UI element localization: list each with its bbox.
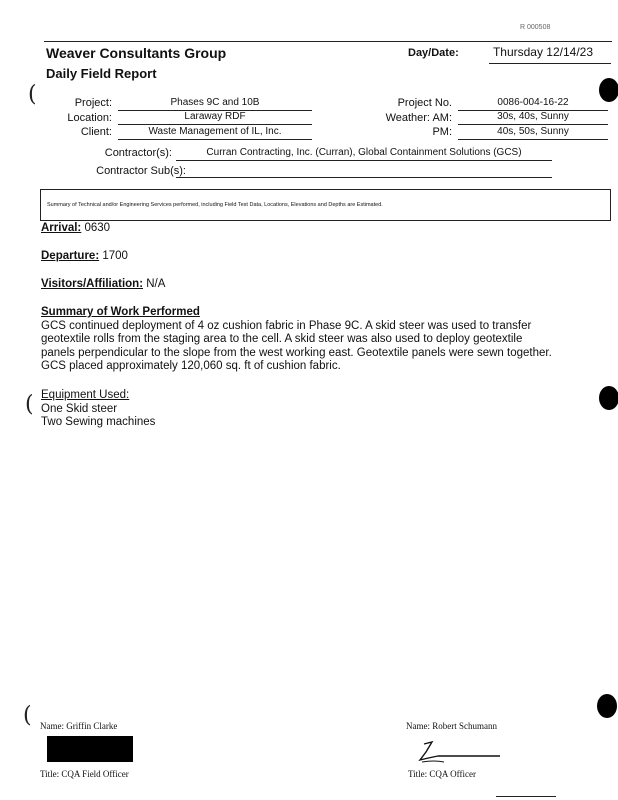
work-heading: Summary of Work Performed [41,306,200,318]
right-signer-title: Title: CQA Officer [408,769,477,779]
contractor-subs-underline [176,177,552,178]
weather-am-value: 30s, 40s, Sunny [497,111,569,122]
project-no-underline [458,110,608,111]
weather-pm-underline [458,139,608,140]
equipment-heading: Equipment Used: [41,389,130,401]
binder-mark: ( [28,82,37,107]
arrival-value: 0630 [84,222,111,234]
project-no-label: Project No. [397,97,452,109]
visitors-value: N/A [146,278,166,290]
client-underline [118,139,312,140]
project-no-value: 0086-004-16-22 [497,97,569,108]
company-name: Weaver Consultants Group [46,45,227,61]
signature-scribble [414,740,504,768]
date-underline [489,63,611,64]
visitors-line [41,278,165,292]
day-date-value: Thursday 12/14/23 [492,45,594,59]
summary-box [40,189,611,221]
contractor-subs-label: Contractor Sub(s): [96,165,186,177]
weather-am-label: Weather: AM: [385,112,452,124]
work-line: GCS continued deployment of 4 oz cushion fabric in Phase 9C. A skid steer was used to transfer [41,319,532,332]
punch-hole [599,386,618,410]
project-underline [118,110,312,111]
work-line: panels perpendicular to the slope from the west working east. Geotextile panels were sewn together. [41,346,552,359]
punch-hole [597,694,617,718]
client-value: Waste Management of IL, Inc. [148,126,282,137]
equipment-item: One Skid steer [41,402,118,415]
visitors-label: Visitors/Affiliation: [41,278,144,290]
location-value: Laraway RDF [184,111,246,122]
departure-line [41,250,128,264]
weather-pm-label: PM: [432,126,452,138]
contractors-value: Curran Contracting, Inc. (Curran), Global Containment Solutions (GCS) [206,147,522,158]
left-signer-title: Title: CQA Field Officer [40,769,129,779]
arrival-line [41,222,110,236]
weather-am-underline [458,124,608,125]
contractors-label: Contractor(s): [104,147,172,159]
departure-label: Departure: [41,250,100,262]
report-title: Daily Field Report [46,66,157,81]
bottom-rule [496,796,556,797]
arrival-label: Arrival: [41,222,82,234]
equipment-item: Two Sewing machines [41,416,156,428]
project-value: Phases 9C and 10B [170,97,260,108]
contractors-underline [176,160,552,161]
right-signer-name: Name: Robert Schumann [406,721,497,731]
redacted-signature [47,736,133,762]
location-underline [118,124,312,125]
header-top-rule [44,41,612,42]
equipment-section [41,389,155,430]
client-label: Client: [80,126,112,138]
work-section [41,306,601,374]
work-line: geotextile rolls from the staging area to the cell. A skid steer was also used to deploy geotextile [41,333,523,345]
binder-mark: ( [23,703,32,728]
left-signer-name: Name: Griffin Clarke [40,721,118,731]
day-date-label: Day/Date: [408,47,459,59]
work-line: GCS placed approximately 120,060 sq. ft of cushion fabric. [41,360,341,372]
location-label: Location: [67,112,112,124]
punch-hole [599,78,618,102]
binder-mark: ( [25,392,34,417]
summary-box-text: Summary of Technical and/or Engineering Services performed, including Field Test Data, Locations, Elevations and Depths are Estimated. [47,202,383,208]
project-label: Project: [74,97,112,109]
weather-pm-value: 40s, 50s, Sunny [497,126,569,137]
departure-value: 1700 [102,250,128,262]
bates-number: R 000508 [520,24,551,31]
